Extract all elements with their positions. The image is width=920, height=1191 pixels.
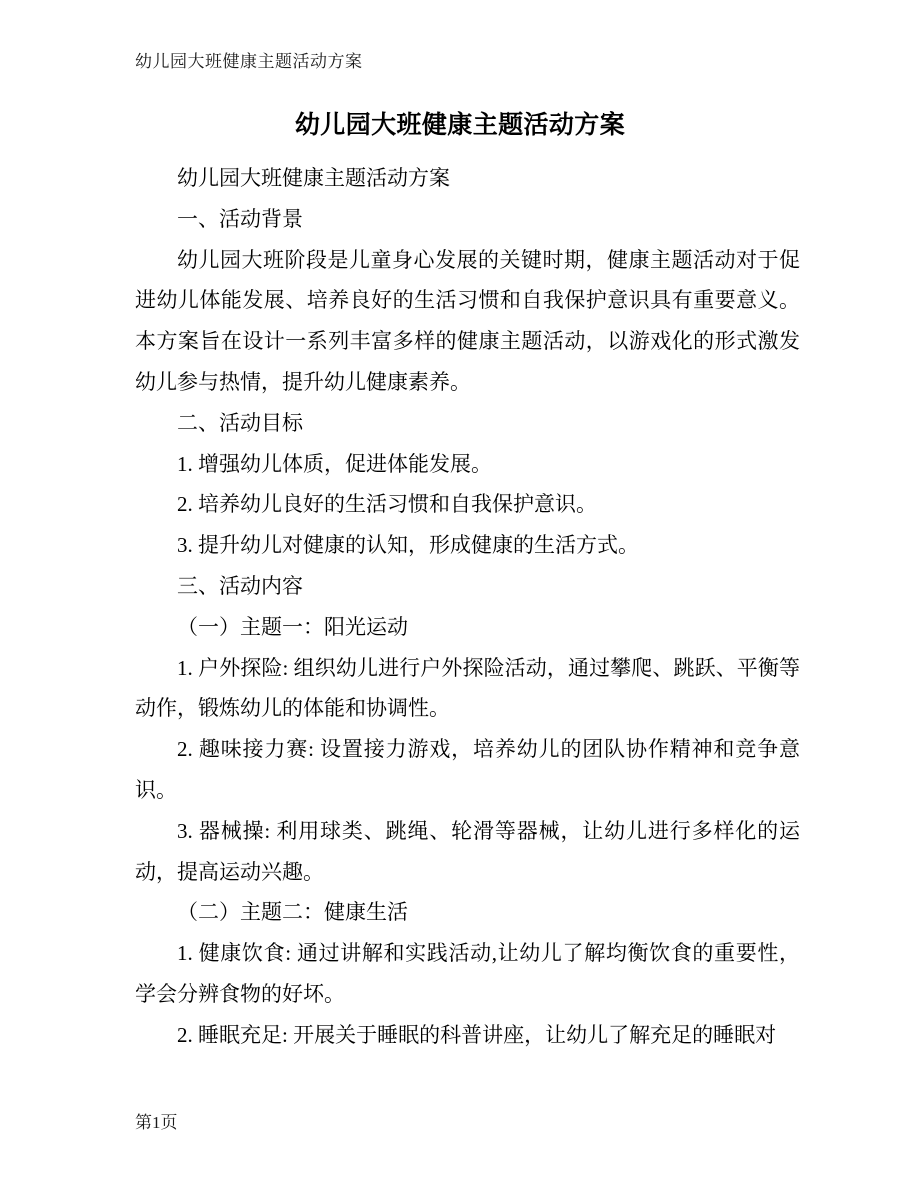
document-title: 幼儿园大班健康主题活动方案 [294, 112, 626, 139]
paragraph-goal-2: 2. 培养幼儿良好的生活习惯和自我保护意识。 [177, 492, 597, 517]
paragraph-goal-3: 3. 提升幼儿对健康的认知，形成健康的生活方式。 [177, 533, 639, 558]
heading-activity-background: 一、活动背景 [177, 206, 303, 231]
paragraph-theme1-item-3: 3. 器械操: 利用球类、跳绳、轮滑等器械，让幼儿进行多样化的运动，提高运动兴趣。 [135, 818, 800, 884]
paragraph-subtitle: 幼儿园大班健康主题活动方案 [177, 166, 450, 190]
paragraph-theme1-item-1: 1. 户外探险: 组织幼儿进行户外探险活动，通过攀爬、跳跃、平衡等动作，锻炼幼儿的体能和协调性。 [135, 655, 800, 721]
paragraph-theme1-item-2: 2. 趣味接力赛: 设置接力游戏，培养幼儿的团队协作精神和竞争意识。 [135, 737, 800, 802]
heading-theme-1: （一）主题一：阳光运动 [177, 614, 408, 639]
document-header-text: 幼儿园大班健康主题活动方案 [135, 52, 363, 71]
heading-theme-2: （二）主题二：健康生活 [177, 900, 408, 925]
paragraph-theme2-item-1: 1. 健康饮食: 通过讲解和实践活动,让幼儿了解均衡饮食的重要性，学会分辨食物的好坏。 [135, 941, 800, 1006]
paragraph-background: 幼儿园大班阶段是儿童身心发展的关键时期，健康主题活动对于促进幼儿体能发展、培养良好的生活习惯和自我保护意识具有重要意义。本方案旨在设计一系列丰富多样的健康主题活动，以游戏化的形式激发幼儿参与热情，提升幼儿健康素养。 [135, 247, 800, 394]
heading-activity-content: 三、活动内容 [177, 573, 303, 598]
heading-activity-goals: 二、活动目标 [177, 410, 303, 435]
paragraph-goal-1: 1. 增强幼儿体质，促进体能发展。 [177, 451, 492, 476]
page-number: 第1页 [135, 1113, 178, 1132]
document-body [135, 158, 800, 1056]
paragraph-theme2-item-2: 2. 睡眠充足: 开展关于睡眠的科普讲座，让幼儿了解充足的睡眠对 [177, 1022, 777, 1047]
